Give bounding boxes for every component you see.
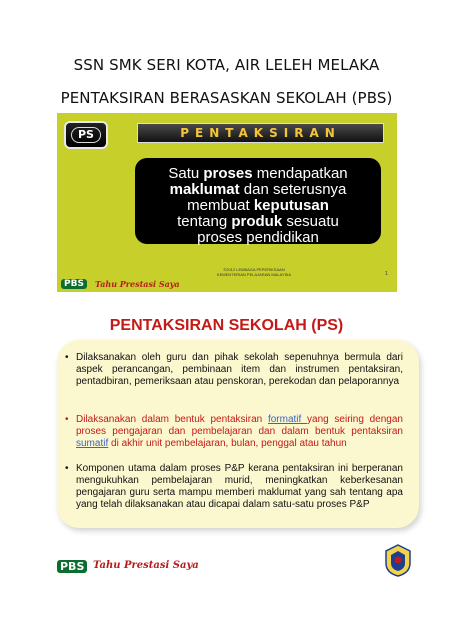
pbs-tagline: Tahu Prestasi Saya (93, 560, 199, 571)
formatif-link[interactable]: formatif (267, 414, 308, 425)
slide-text: dan seterusnya (239, 181, 347, 198)
slide-footer (199, 267, 309, 277)
document-header-school: SSN SMK SERI KOTA, AIR LELEH MELAKA (73, 56, 380, 74)
slide-keyword: keputusan (253, 197, 329, 214)
slide-banner: PENTAKSIRAN (137, 123, 384, 143)
bullet-item (65, 352, 403, 388)
slide-definition-line (135, 230, 381, 246)
pbs-logo: PBS (57, 560, 87, 573)
pbs-tagline: Tahu Prestasi Saya (95, 279, 180, 289)
bullet-dot: • (65, 352, 69, 363)
slide-definition-line (135, 198, 381, 214)
bullet-dot: • (65, 463, 69, 474)
document-header-title: PENTAKSIRAN BERASASKAN SEKOLAH (PBS) (60, 89, 393, 107)
bullet-text: di akhir unit pembelajaran, bulan, penggal atau tahun (108, 438, 347, 449)
slide-image (57, 113, 397, 292)
sumatif-link[interactable]: sumatif (76, 438, 109, 449)
pbs-logo: PBS (61, 279, 87, 289)
slide-keyword: produk (231, 213, 283, 230)
ps-logo (64, 121, 108, 149)
slide-definition-line (135, 166, 381, 182)
bullet-dot: • (65, 414, 69, 425)
ministry-crest-icon (383, 543, 413, 577)
content-box (57, 340, 419, 528)
slide-page-number: 1 (385, 271, 388, 277)
slide-footer-line1: ©2012 LEMBAGA PEPERIKSAAN (223, 267, 285, 272)
slide-definition-line (135, 214, 381, 230)
bullet-item (65, 414, 403, 450)
slide-text: proses pendidikan (197, 229, 319, 246)
slide-text: sesuatu (282, 213, 339, 230)
slide-definition-line (135, 182, 381, 198)
slide-text: membuat (187, 197, 254, 214)
ps-logo-text: PS (71, 127, 101, 143)
slide-keyword: proses (203, 165, 253, 182)
bullet-text: Dilaksanakan oleh guru dan pihak sekolah sepenuhnya bermula dari aspek perancangan, pembinaan item dan instrumen pentaksiran, pentadbiran, pemeriksaan atau penskoran, perekodan dan pelaporannya (76, 352, 403, 387)
slide-text: tentang (177, 213, 232, 230)
bullet-item (65, 463, 403, 511)
bullet-text: Komponen utama dalam proses P&P kerana pentaksiran ini berperanan mengukuhkan pembelajaran murid, meningkatkan keberkesanan pengajaran guru serta mampu memberi maklumat yang sah tentang apa yang telah dilaksanakan atau dicapai dalam satu-satu proses P&P (76, 463, 403, 510)
slide-footer-line2: KEMENTERIAN PELAJARAN MALAYSIA (216, 272, 292, 277)
section-title: PENTAKSIRAN SEKOLAH (PS) (109, 317, 344, 334)
bullet-text: Dilaksanakan dalam bentuk pentaksiran (76, 414, 268, 425)
slide-text: Satu (168, 165, 204, 182)
slide-keyword: maklumat (169, 181, 240, 198)
bullet-text: yang seiring dengan proses pengajaran dan pembelajaran dan dalam bentuk pentaksiran (76, 414, 403, 437)
slide-definition-box (135, 158, 381, 244)
slide-text: mendapatkan (252, 165, 348, 182)
